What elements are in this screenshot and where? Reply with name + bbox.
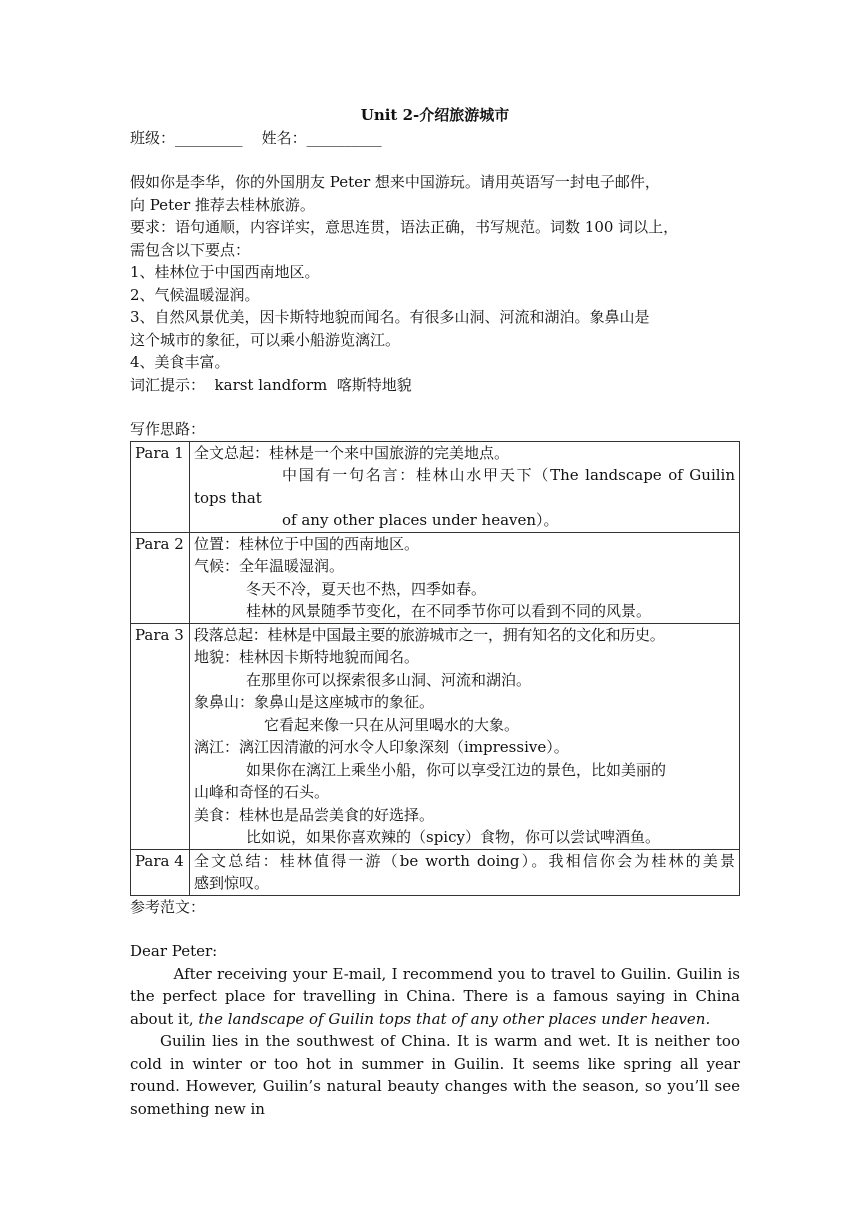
- para-content: [190, 441, 740, 532]
- para-label: Para 3: [131, 623, 190, 849]
- vocab-hint: 词汇提示： karst landform 喀斯特地貌: [130, 375, 412, 394]
- point-4: 4、美食丰富。: [130, 353, 230, 371]
- outline-line: 冬天不冷，夏天也不热，四季如春。: [246, 579, 487, 598]
- task-line-2: 向 Peter 推荐去桂林旅游。: [130, 195, 315, 214]
- outline-line: 位置：桂林位于中国的西南地区。: [194, 534, 420, 553]
- outline-line: tops that: [194, 488, 262, 507]
- outline-line: of any other places under heaven）。: [282, 511, 559, 529]
- page-title: Unit 2-介绍旅游城市: [360, 106, 510, 124]
- para-label: Para 2: [131, 532, 190, 623]
- class-name-line: 班级：_________ 姓名：__________: [130, 128, 382, 147]
- outline-table: [130, 441, 740, 896]
- task-line-1: 假如你是李华，你的外国朋友 Peter 想来中国游玩。请用英语写一封电子邮件，: [130, 173, 660, 191]
- outline-line: 美食：桂林也是品尝美食的好选择。: [194, 805, 435, 824]
- point-3: 3、自然风景优美，因卡斯特地貌而闻名。有很多山洞、河流和湖泊。象鼻山是: [130, 308, 650, 326]
- outline-line: 段落总起：桂林是中国最主要的旅游城市之一，拥有知名的文化和历史。: [194, 625, 665, 644]
- outline-line: 桂林的风景随季节变化，在不同季节你可以看到不同的风景。: [246, 602, 652, 620]
- spacer: [130, 396, 740, 418]
- outline-line: 在那里你可以探索很多山洞、河流和湖泊。: [246, 670, 532, 689]
- sample-heading: 参考范文：: [130, 897, 206, 916]
- outline-line: 山峰和奇怪的石头。: [194, 783, 330, 801]
- outline-line: 感到惊叹。: [194, 874, 270, 892]
- point-2: 2、气候温暖湿润。: [130, 285, 260, 304]
- para-content: [190, 532, 740, 623]
- document-page: [130, 104, 740, 1120]
- outline-line: 漓江：漓江因清澈的河水令人印象深刻（impressive）。: [194, 738, 569, 756]
- table-row: [131, 532, 740, 623]
- letter-paragraph-1: [130, 963, 740, 1031]
- outline-line: 气候：全年温暖湿润。: [194, 557, 345, 575]
- table-row: [131, 623, 740, 849]
- table-row: [131, 849, 740, 895]
- requirement-line-1: 要求：语句通顺，内容详实，意思连贯，语法正确，书写规范。词数 100 词以上，: [130, 218, 679, 236]
- spacer: [130, 149, 740, 171]
- outline-line: 地貌：桂林因卡斯特地貌而闻名。: [194, 648, 420, 666]
- requirement-line-2: 需包含以下要点：: [130, 240, 251, 259]
- point-1: 1、桂林位于中国西南地区。: [130, 263, 320, 281]
- outline-line: 全文总起：桂林是一个来中国旅游的完美地点。: [194, 443, 510, 462]
- spacer: [130, 918, 740, 940]
- letter-p1-text: After receiving your E-mail, I recommend you to travel to Guilin. Guilin is the perfect place for travelling in China. There is a famous saying in China about it,: [130, 964, 740, 1028]
- outline-line: 象鼻山：象鼻山是这座城市的象征。: [194, 693, 435, 711]
- para-content: [190, 849, 740, 895]
- outline-line: 中国有一句名言：桂林山水甲天下（The landscape of Guilin: [282, 466, 735, 484]
- letter-paragraph-2: Guilin lies in the southwest of China. It is warm and wet. It is neither too cold in winter or too hot in summer in Guilin. It seems like spring all year round. However, Guilin’s natural beauty changes with the season, so you’ll see something new in: [130, 1032, 740, 1118]
- outline-line: 它看起来像一只在从河里喝水的大象。: [264, 715, 520, 734]
- letter-greeting: Dear Peter:: [130, 942, 218, 960]
- para-label: Para 4: [131, 849, 190, 895]
- outline-line: 比如说，如果你喜欢辣的（spicy）食物，你可以尝试啤酒鱼。: [246, 828, 660, 846]
- para-label: Para 1: [131, 441, 190, 532]
- outline-line: 全文总结：桂林值得一游（be worth doing）。我相信你会为桂林的美景: [194, 851, 735, 870]
- outline-heading: 写作思路：: [130, 420, 206, 438]
- outline-line: 如果你在漓江上乘坐小船，你可以享受江边的景色，比如美丽的: [246, 760, 667, 779]
- table-row: [131, 441, 740, 532]
- sample-letter: [130, 940, 740, 1120]
- point-3-cont: 这个城市的象征，可以乘小船游览漓江。: [130, 330, 401, 349]
- para-content: [190, 623, 740, 849]
- letter-p1-quote: the landscape of Guilin tops that of any other places under heaven.: [198, 1009, 711, 1028]
